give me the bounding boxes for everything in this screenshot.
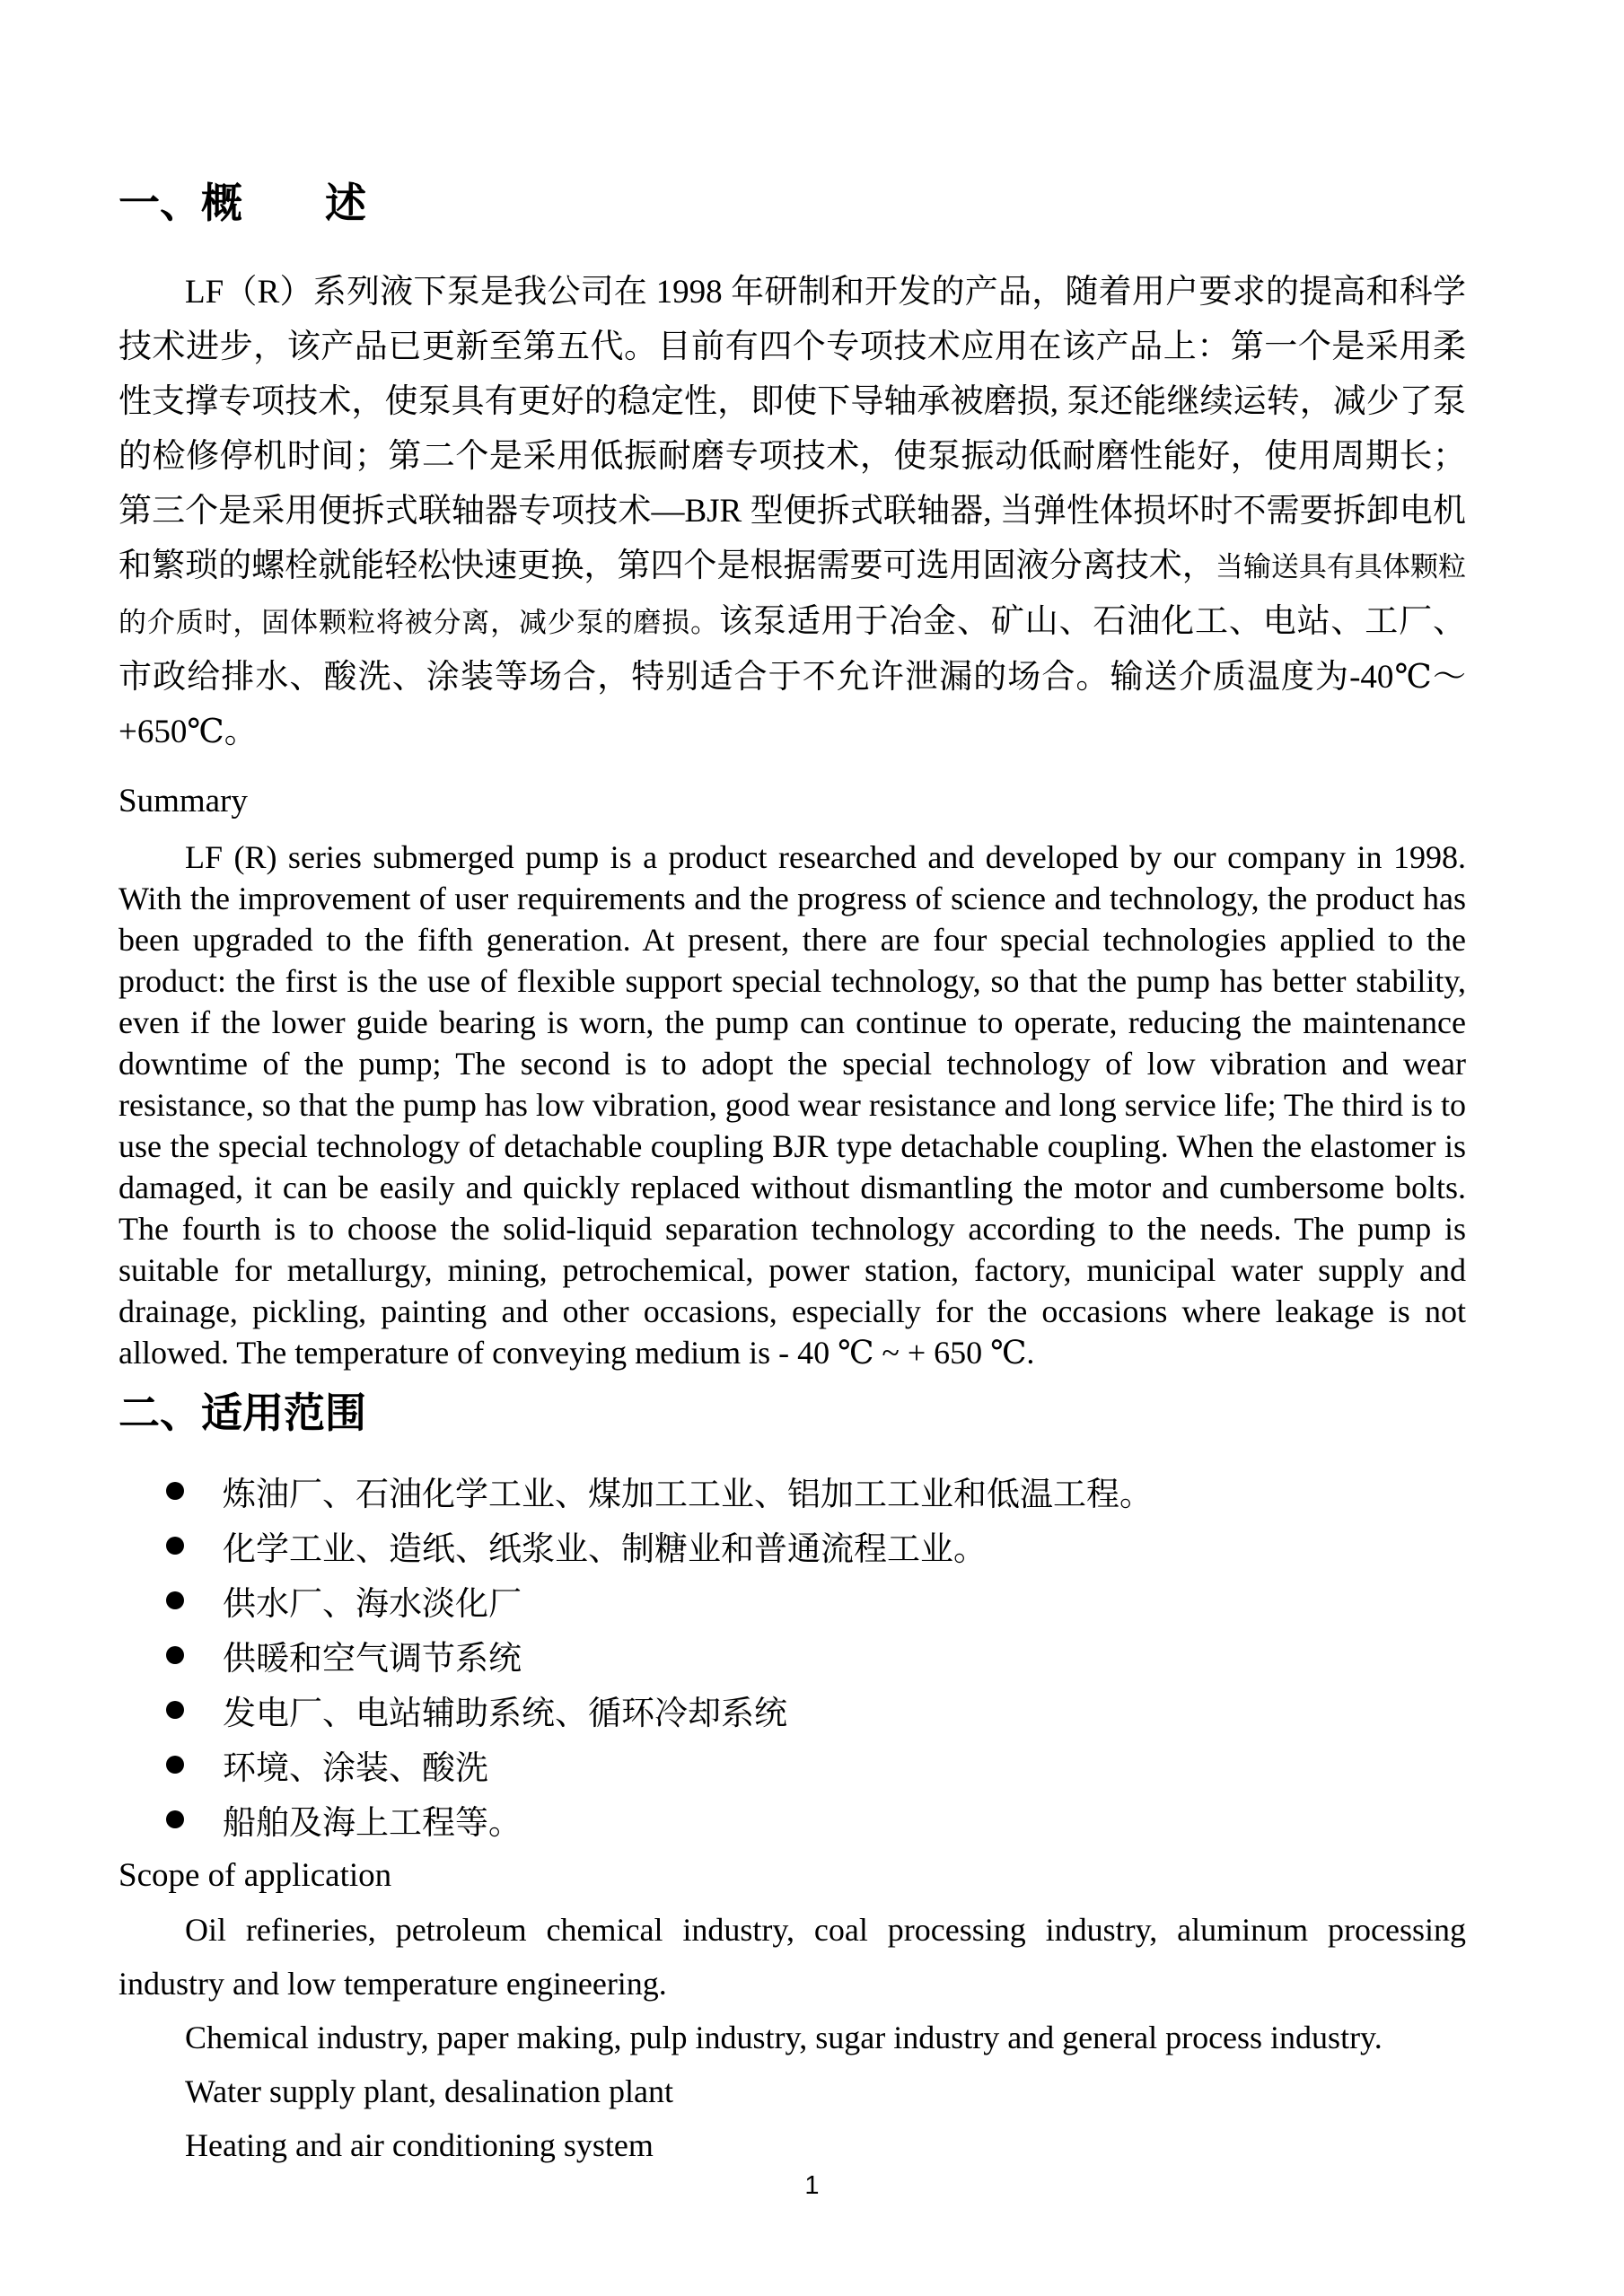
section-1-heading: 一、概 述: [119, 180, 366, 226]
section-2-heading: 二、适用范围: [119, 1389, 366, 1436]
bullet-text: 化学工业、造纸、纸浆业、制糖业和普通流程工业。: [223, 1530, 987, 1568]
list-item: [166, 1682, 1466, 1737]
list-item: [166, 1737, 1466, 1792]
scope-english-paragraph: Heating and air conditioning system: [185, 2127, 654, 2163]
list-item: [166, 1792, 1466, 1846]
bullet-text: 炼油厂、石油化学工业、煤加工工业、铝加工工业和低温工程。: [223, 1476, 1153, 1513]
scope-label: Scope of application: [119, 1857, 392, 1894]
scope-english-paragraph: Water supply plant, desalination plant: [185, 2073, 673, 2109]
list-item: [166, 1573, 1466, 1627]
list-item: [166, 1463, 1466, 1518]
bullet-icon: [166, 1537, 184, 1555]
overview-zh-segment-end: 该泵适用于冶金、矿山、石油化工、电站、工厂、市政给排水、酸洗、涂装等场合，特别适合于不允许泄漏的场合。输送介质温度为-40℃～+650℃。: [119, 603, 1466, 750]
bullet-icon: [166, 1591, 184, 1609]
bullet-icon: [166, 1756, 184, 1774]
page-number: 1: [804, 2171, 820, 2200]
bullet-text: 船舶及海上工程等。: [223, 1804, 522, 1842]
list-item: [166, 1518, 1466, 1573]
bullet-icon: [166, 1646, 184, 1664]
bullet-text: 供暖和空气调节系统: [223, 1640, 522, 1678]
overview-zh-segment-small: 当输送具有具体颗粒的介质时，固体颗粒将被分离，减少泵的磨损。: [119, 551, 1467, 638]
bullet-icon: [166, 1482, 184, 1500]
scope-english-paragraph: Chemical industry, paper making, pulp industry, sugar industry and general process industry.: [185, 2020, 1383, 2055]
summary-label: Summary: [119, 783, 248, 819]
page-content: [119, 0, 1466, 2172]
bullet-text: 供水厂、海水淡化厂: [223, 1585, 522, 1623]
overview-english-paragraph: LF (R) series submerged pump is a product researched and developed by our company in 1998. With the improvement of user requirements and the progress of science and technology, the product has been upgraded to the fifth generation. At present, there are four special technologies applied to the product: the first is the use of flexible support special technology, so that the pump has better stability, even if the lower guide bearing is worn, the pump can continue to operate, reducing the maintenance downtime of the pump; The second is to adopt the special technology of low vibration and wear resistance, so that the pump has low vibration, good wear resistance and long service life; The third is to use the special technology of detachable coupling BJR type detachable coupling. When the elastomer is damaged, it can be easily and quickly replaced without dismantling the motor and cumbersome bolts. The fourth is to choose the solid-liquid separation technology according to the needs. The pump is suitable for metallurgy, mining, petrochemical, power station, factory, municipal water supply and drainage, pickling, painting and other occasions, especially for the occasions where leakage is not allowed. The temperature of conveying medium is - 40 ℃ ~ + 650 ℃.: [119, 839, 1466, 1371]
bullet-icon: [166, 1701, 184, 1719]
scope-english-paragraph: Oil refineries, petroleum chemical industry, coal processing industry, aluminum processing industry and low temperature engineering.: [119, 1912, 1466, 2002]
bullet-text: 环境、涂装、酸洗: [223, 1749, 488, 1787]
scope-english-paragraphs: [119, 1903, 1466, 2172]
bullet-text: 发电厂、电站辅助系统、循环冷却系统: [223, 1695, 787, 1732]
list-item: [166, 1627, 1466, 1682]
bullet-icon: [166, 1810, 184, 1828]
overview-zh-segment-main: LF（R）系列液下泵是我公司在 1998 年研制和开发的产品，随着用户要求的提高和科学技术进步，该产品已更新至第五代。目前有四个专项技术应用在该产品上：第一个是采用柔性支撑专项技术，使泵具有更好的稳定性，即使下导轴承被磨损, 泵还能继续运转，减少了泵的检修停机时间；第二个是采用低振耐磨专项技术，使泵振动低耐磨性能好，使用周期长；第三个是采用便拆式联轴器专项技术—BJR 型便拆式联轴器, 当弹性体损坏时不需要拆卸电机和繁琐的螺栓就能轻松快速更换，第四个是根据需要可选用固液分离技术，: [119, 274, 1466, 584]
overview-chinese-paragraph: [119, 265, 1466, 759]
application-bullet-list: [119, 1463, 1466, 1846]
